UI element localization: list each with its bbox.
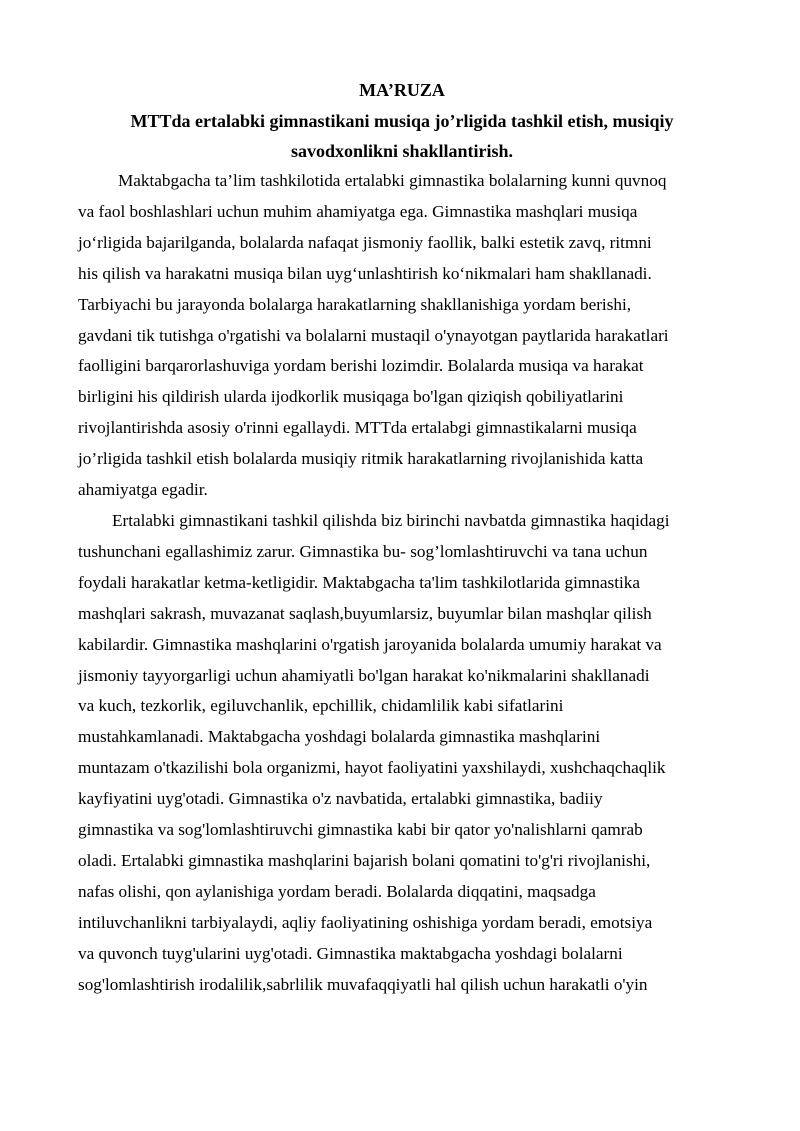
paragraph-line: intiluvchanlikni tarbiyalaydi, aqliy faoliyatining oshishiga yordam beradi, emotsiya [78, 912, 653, 932]
paragraph-line: kabilardir. Gimnastika mashqlarini o'rgatish jaroyanida bolalarda umumiy harakat va [78, 634, 662, 654]
paragraph-1 [78, 166, 726, 506]
paragraph-line: jo‘rligida bajarilganda, bolalarda nafaqat jismoniy faollik, balki estetik zavq, ritmni [78, 232, 652, 252]
paragraph-line: mashqlari sakrash, muvazanat saqlash,buyumlarsiz, buyumlar bilan mashqlar qilish [78, 603, 652, 623]
paragraph-line: his qilish va harakatni musiqa bilan uyg‘unlashtirish ko‘nikmalari ham shakllanadi. [78, 263, 652, 283]
subtitle-line: savodxonlikni shakllantirish. [290, 141, 514, 161]
paragraph-line: rivojlantirishda asosiy o'rinni egallaydi. MTTda ertalabgi gimnastikalarni musiqa [78, 418, 637, 438]
paragraph-line: oladi. Ertalabki gimnastika mashqlarini bajarish bolani qomatini to'g'ri rivojlanishi, [78, 850, 651, 870]
paragraph-line: nafas olishi, qon aylanishiga yordam beradi. Bolalarda diqqatini, maqsadga [78, 881, 596, 901]
paragraph-line: va faol boshlashlari uchun muhim ahamiyatga ega. Gimnastika mashqlari musiqa [78, 201, 638, 221]
paragraph-line: foydali harakatlar ketma-ketligidir. Maktabgacha ta'lim tashkilotlarida gimnastika [78, 572, 640, 592]
paragraph-line: gavdani tik tutishga o'rgatishi va bolalarni mustaqil o'ynayotgan paytlarida harakatlari [78, 325, 669, 345]
paragraph-line: faolligini barqarorlashuviga yordam berishi lozimdir. Bolalarda musiqa va harakat [78, 356, 644, 376]
document-subtitle [78, 106, 726, 166]
paragraph-line: Tarbiyachi bu jarayonda bolalarga harakatlarning shakllanishiga yordam berishi, [78, 294, 632, 314]
paragraph-line: kayfiyatini uyg'otadi. Gimnastika o'z navbatida, ertalabki gimnastika, badiiy [78, 789, 603, 809]
subtitle-line: MTTda ertalabki gimnastikani musiqa jo’rligida tashkil etish, musiqiy [130, 111, 674, 131]
paragraph-line: ahamiyatga egadir. [78, 480, 208, 500]
paragraph-line: va quvonch tuyg'ularini uyg'otadi. Gimnastika maktabgacha yoshdagi bolalarni [78, 943, 623, 963]
document-body [78, 76, 726, 1000]
paragraph-line: jo’rligida tashkil etish bolalarda musiqiy ritmik harakatlarning rivojlanishida katta [78, 449, 644, 469]
paragraph-line: gimnastika va sog'lomlashtiruvchi gimnastika kabi bir qator yo'nalishlarni qamrab [78, 820, 643, 840]
paragraph-line: va kuch, tezkorlik, egiluvchanlik, epchillik, chidamlilik kabi sifatlarini [78, 696, 564, 716]
paragraph-line: jismoniy tayyorgarligi uchun ahamiyatli bo'lgan harakat ko'nikmalarini shakllanadi [78, 665, 650, 685]
paragraph-line: muntazam o'tkazilishi bola organizmi, hayot faoliyatini yaxshilaydi, xushchaqchaqlik [78, 758, 666, 778]
paragraph-line: sog'lomlashtirish irodalilik,sabrlilik muvafaqqiyatli hal qilish uchun harakatli o'yin [78, 974, 648, 994]
paragraph-line: mustahkamlanadi. Maktabgacha yoshdagi bolalarda gimnastika mashqlarini [78, 727, 601, 747]
document-title: MA’RUZA [359, 80, 445, 100]
paragraph-line: birligini his qildirish ularda ijodkorlik musiqaga bo'lgan qiziqish qobiliyatlarini [78, 387, 624, 407]
paragraph-2 [78, 506, 726, 1001]
paragraph-line: Ertalabki gimnastikani tashkil qilishda biz birinchi navbatda gimnastika haqidagi [112, 510, 670, 530]
paragraph-line: Maktabgacha ta’lim tashkilotida ertalabki gimnastika bolalarning kunni quvnoq [118, 171, 667, 190]
paragraph-line: tushunchani egallashimiz zarur. Gimnastika bu- sog’lomlashtiruvchi va tana uchun [78, 541, 648, 561]
